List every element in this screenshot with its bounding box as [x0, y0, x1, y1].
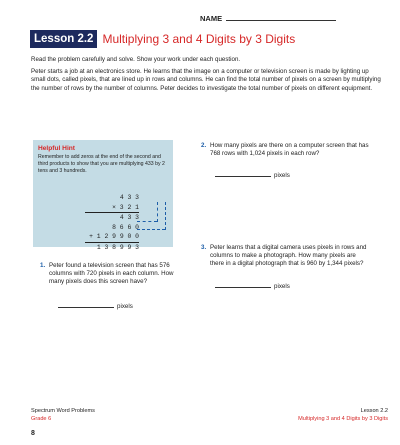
- hint-arrow-tens: [137, 221, 157, 222]
- work-row-partial-3: + 1 2 9 9 0 0: [89, 233, 139, 241]
- footer-right: [298, 408, 388, 423]
- book-title: Spectrum Word Problems: [31, 408, 95, 414]
- hint-arrow-hundreds: [137, 229, 165, 230]
- work-row-multiplicand: 4 3 3: [119, 194, 139, 201]
- lesson-header: [30, 30, 388, 48]
- question-text: Peter learns that a digital camera uses pixels in rows and columns to make a photograph. How many pixels are there in a digital photograph that is 960 by 1,344 pixels?: [210, 244, 367, 268]
- story-text: Peter starts a job at an electronics store. He learns that the image on a computer or television screen is made by lighting up small dots, called pixels, that are lined up in rows and columns. He can find the total number of pixels on a screen by multiplying the number of rows by the number of columns. Peter decides to investigate the total number of pixels on different equipment.: [31, 68, 381, 92]
- name-label: NAME: [200, 14, 223, 23]
- answer-line[interactable]: [215, 287, 271, 288]
- question-3: [201, 244, 381, 304]
- page-number: 8: [31, 430, 35, 437]
- hint-arrow-vertical-2: [165, 202, 166, 230]
- lesson-title: Multiplying 3 and 4 Digits by 3 Digits: [102, 32, 296, 46]
- question-number: 3.: [201, 244, 207, 251]
- answer-1: [58, 303, 133, 310]
- work-row-partial-2: 8 6 6 0: [112, 223, 139, 231]
- helpful-hint-box: [33, 140, 173, 251]
- answer-unit: pixels: [117, 303, 133, 310]
- name-line[interactable]: [226, 14, 336, 21]
- question-number: 1.: [40, 262, 46, 269]
- question-text: How many pixels are there on a computer screen that has 768 rows with 1,024 pixels in each row?: [210, 142, 369, 158]
- lesson-tag: Lesson 2.2: [30, 30, 97, 48]
- intro: [31, 56, 383, 97]
- grade-label: Grade 6: [31, 415, 52, 422]
- answer-line[interactable]: [215, 176, 271, 177]
- footer-lesson-title: Multiplying 3 and 4 Digits by 3 Digits: [298, 415, 388, 422]
- answer-3: [215, 283, 290, 290]
- footer-left: [31, 408, 95, 423]
- work-row-multiplier: × 3 2 1: [112, 203, 139, 211]
- name-field: [200, 14, 390, 23]
- hint-worked-example: [85, 193, 139, 253]
- answer-unit: pixels: [274, 172, 290, 179]
- work-row-partial-1: 4 3 3: [85, 212, 139, 223]
- hint-text: Remember to add zeros at the end of the second and third products to show that you are multiplying 433 by 2 tens and 3 hundreds.: [38, 154, 165, 174]
- hint-arrow-vertical: [157, 202, 158, 222]
- footer-lesson: Lesson 2.2: [360, 408, 388, 414]
- answer-line[interactable]: [58, 307, 114, 308]
- hint-title: Helpful Hint: [38, 145, 75, 152]
- question-number: 2.: [201, 142, 207, 149]
- answer-unit: pixels: [274, 283, 290, 290]
- question-text: Peter found a television screen that has 576 columns with 720 pixels in each column. How many pixels does this screen have?: [49, 262, 174, 286]
- work-row-product: 1 3 8 9 9 3: [85, 242, 139, 253]
- instructions: Read the problem carefully and solve. Show your work under each question.: [31, 56, 241, 63]
- answer-2: [215, 172, 290, 179]
